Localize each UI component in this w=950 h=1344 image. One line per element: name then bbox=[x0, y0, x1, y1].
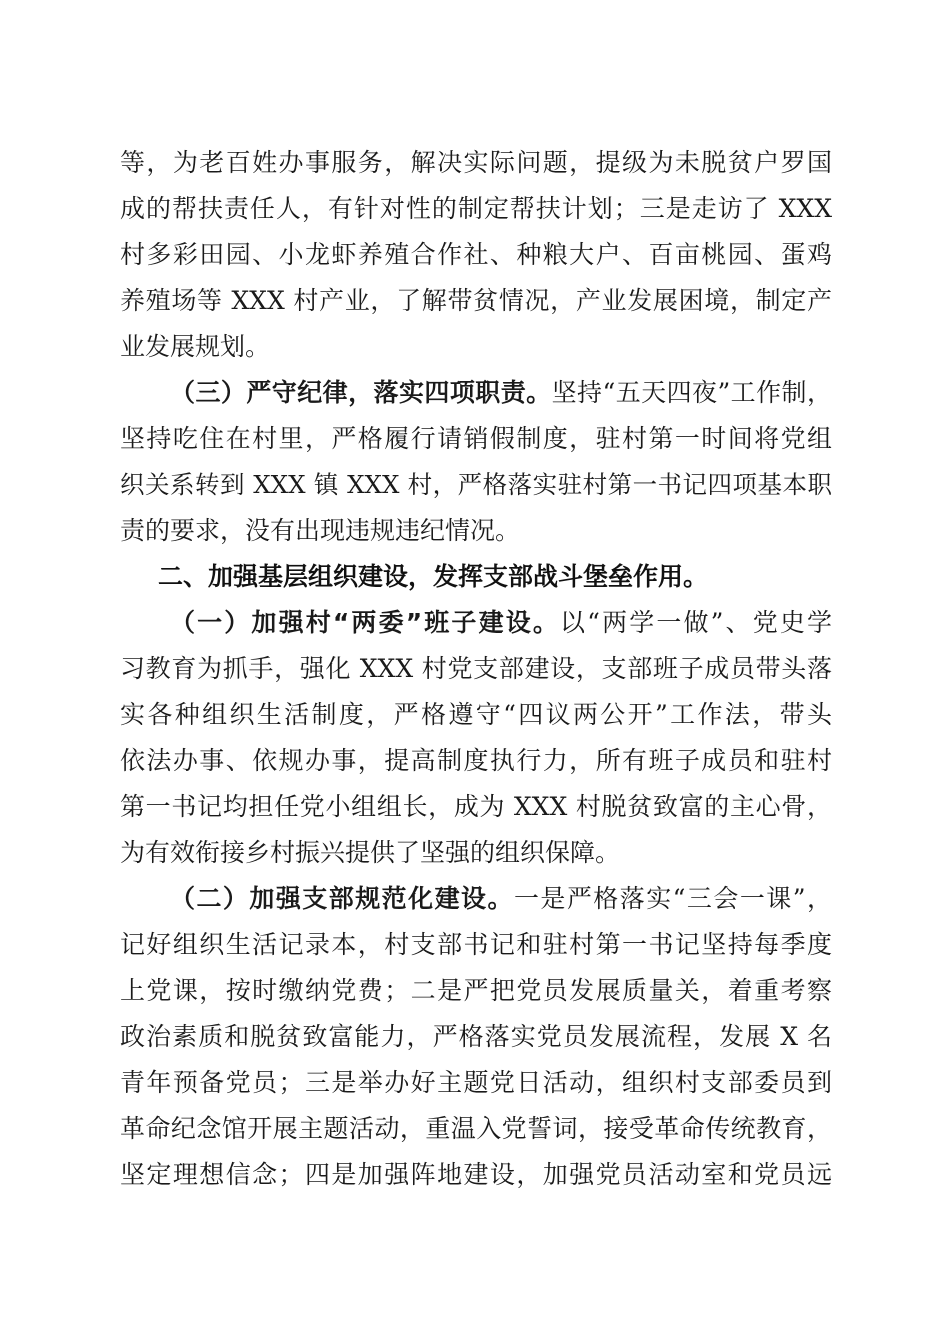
sub1-first-rest: 以“两学一做”、党史学 bbox=[560, 608, 832, 637]
sub2-lead: （二）加强支部规范化建设。 bbox=[170, 884, 514, 913]
body-line: 为有效衔接乡村振兴提供了坚强的组织保障。 bbox=[120, 838, 621, 867]
section3-lead: （三）严守纪律，落实四项职责。 bbox=[170, 378, 552, 407]
body-line: 习教育为抓手，强化 XXX 村党支部建设，支部班子成员带头落 bbox=[120, 654, 832, 683]
body-line: 织关系转到 XXX 镇 XXX 村，严格落实驻村第一书记四项基本职 bbox=[120, 470, 832, 499]
sub2-first-line bbox=[170, 876, 832, 922]
body-line: 责的要求，没有出现违规违纪情况。 bbox=[120, 516, 521, 545]
section3-first-rest: 坚持“五天四夜”工作制， bbox=[551, 378, 832, 407]
sub1-lead: （一）加强村“两委”班子建设。 bbox=[170, 608, 560, 637]
section3-first-line bbox=[170, 370, 832, 416]
body-line: 上党课，按时缴纳党费；二是严把党员发展质量关，着重考察 bbox=[120, 976, 832, 1005]
body-line: 记好组织生活记录本，村支部书记和驻村第一书记坚持每季度 bbox=[120, 930, 832, 959]
body-line: 革命纪念馆开展主题活动，重温入党誓词，接受革命传统教育， bbox=[120, 1114, 832, 1143]
body-line: 养殖场等 XXX 村产业，了解带贫情况，产业发展困境，制定产 bbox=[120, 286, 832, 315]
body-line: 坚持吃住在村里，严格履行请销假制度，驻村第一时间将党组 bbox=[120, 424, 832, 453]
body-line: 实各种组织生活制度，严格遵守“四议两公开”工作法，带头 bbox=[120, 700, 832, 729]
section-heading: 二、加强基层组织建设，发挥支部战斗堡垒作用。 bbox=[158, 562, 709, 591]
body-line: 业发展规划。 bbox=[120, 332, 271, 361]
body-line: 等，为老百姓办事服务，解决实际问题，提级为未脱贫户罗国 bbox=[120, 148, 832, 177]
body-line: 青年预备党员；三是举办好主题党日活动，组织村支部委员到 bbox=[120, 1068, 832, 1097]
body-line: 成的帮扶责任人，有针对性的制定帮扶计划；三是走访了 XXX bbox=[120, 194, 832, 223]
body-line: 村多彩田园、小龙虾养殖合作社、种粮大户、百亩桃园、蛋鸡 bbox=[120, 240, 832, 269]
sub1-first-line bbox=[170, 600, 832, 646]
body-line: 政治素质和脱贫致富能力，严格落实党员发展流程，发展 X 名 bbox=[120, 1022, 832, 1051]
sub2-first-rest: 一是严格落实“三会一课”， bbox=[513, 884, 832, 913]
body-line: 依法办事、依规办事，提高制度执行力，所有班子成员和驻村 bbox=[120, 746, 832, 775]
body-line: 坚定理想信念；四是加强阵地建设，加强党员活动室和党员远 bbox=[120, 1160, 832, 1189]
body-line: 第一书记均担任党小组组长，成为 XXX 村脱贫致富的主心骨， bbox=[120, 792, 832, 821]
